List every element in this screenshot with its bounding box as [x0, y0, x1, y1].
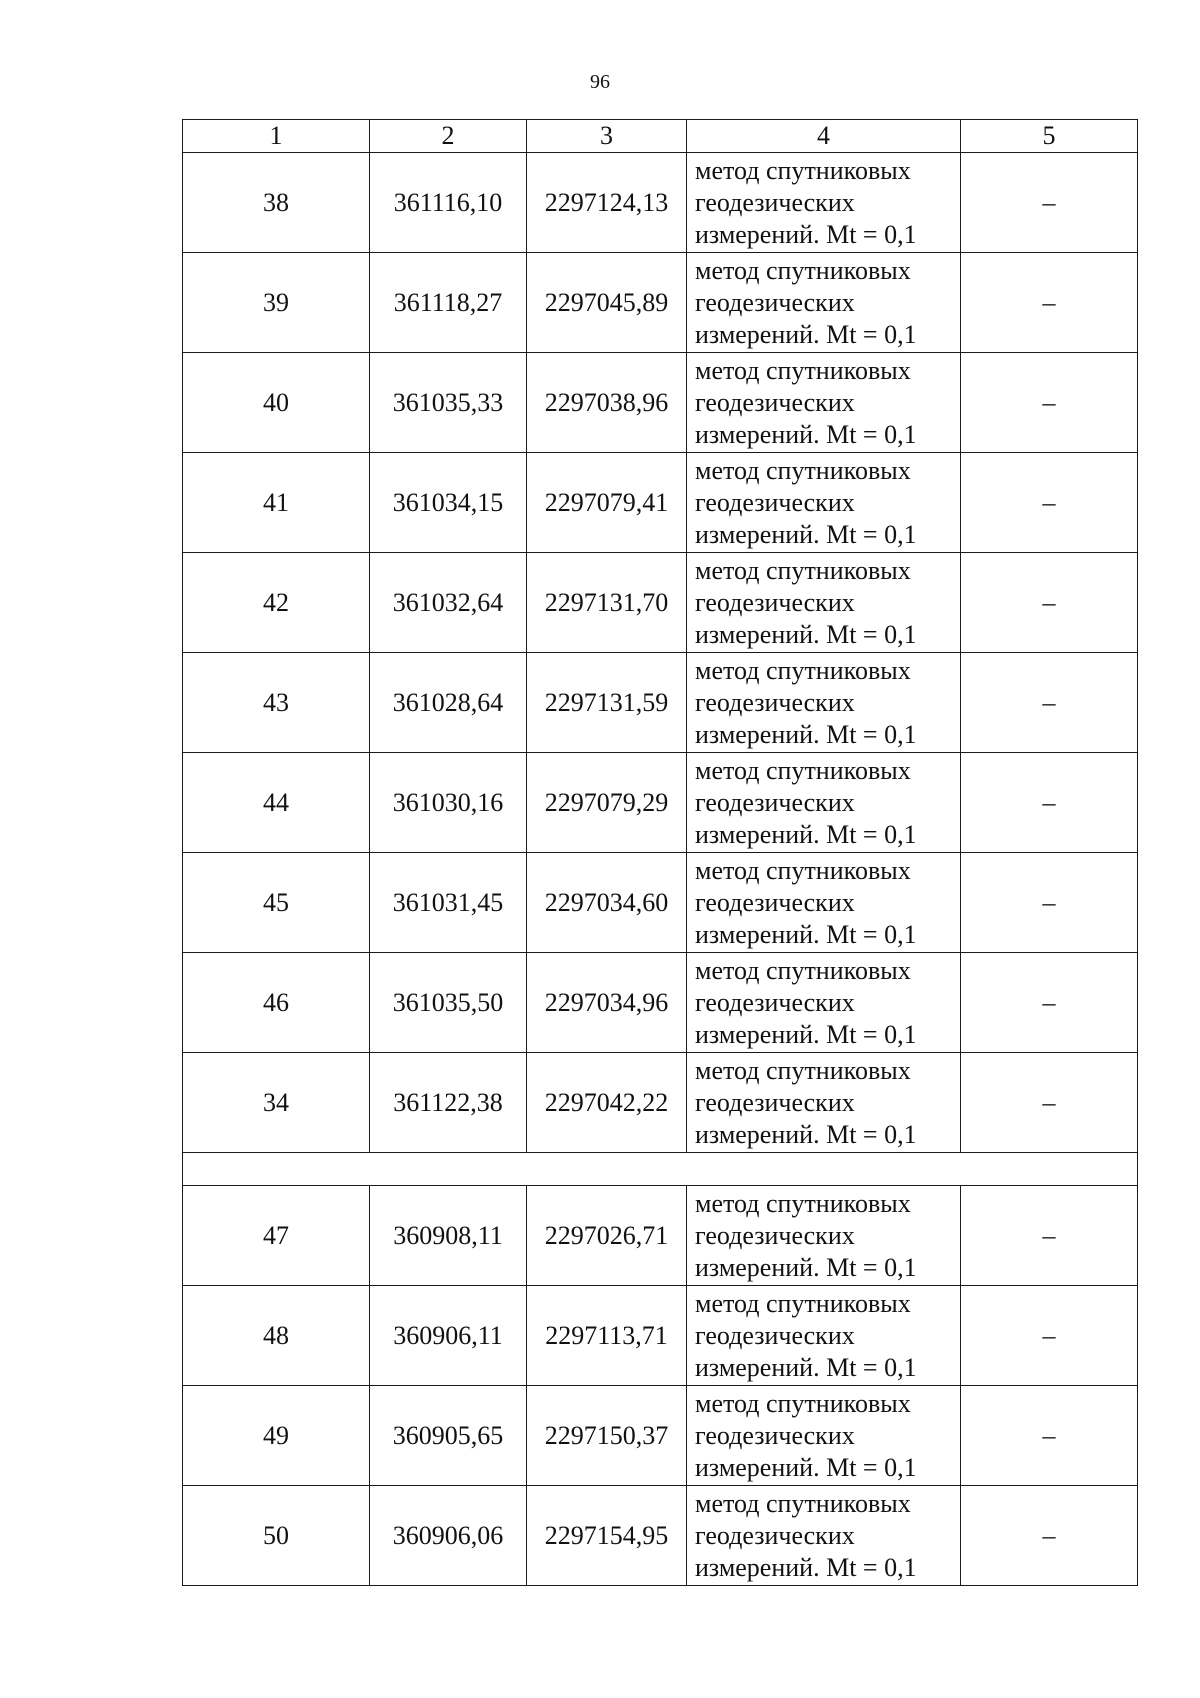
- method-line: метод спутниковых: [695, 755, 911, 785]
- y-coordinate-cell: 2297079,41: [527, 453, 687, 553]
- table-header-row: [183, 120, 1138, 153]
- method-cell: [687, 453, 961, 553]
- method-line: метод спутниковых: [695, 1488, 911, 1518]
- method-line: метод спутниковых: [695, 255, 911, 285]
- note-cell: –: [961, 653, 1138, 753]
- x-coordinate-cell: 360906,06: [370, 1486, 527, 1586]
- table-row: [183, 853, 1138, 953]
- column-header-4: 4: [687, 120, 961, 153]
- column-header-2: 2: [370, 120, 527, 153]
- method-line: метод спутниковых: [695, 1055, 911, 1085]
- method-line: метод спутниковых: [695, 655, 911, 685]
- y-coordinate-cell: 2297113,71: [527, 1286, 687, 1386]
- point-number-cell: 43: [183, 653, 370, 753]
- method-line: геодезических: [695, 387, 855, 417]
- table-row: [183, 653, 1138, 753]
- method-line: измерений. Mt = 0,1: [695, 719, 917, 749]
- method-cell: [687, 1286, 961, 1386]
- point-number-cell: 42: [183, 553, 370, 653]
- y-coordinate-cell: 2297079,29: [527, 753, 687, 853]
- method-line: метод спутниковых: [695, 555, 911, 585]
- point-number-cell: 47: [183, 1186, 370, 1286]
- point-number-cell: 49: [183, 1386, 370, 1486]
- method-line: геодезических: [695, 987, 855, 1017]
- point-number-cell: 45: [183, 853, 370, 953]
- x-coordinate-cell: 360906,11: [370, 1286, 527, 1386]
- point-number-cell: 38: [183, 153, 370, 253]
- x-coordinate-cell: 361031,45: [370, 853, 527, 953]
- method-line: геодезических: [695, 887, 855, 917]
- point-number-cell: 50: [183, 1486, 370, 1586]
- method-line: геодезических: [695, 1320, 855, 1350]
- method-cell: [687, 1053, 961, 1153]
- x-coordinate-cell: 361032,64: [370, 553, 527, 653]
- method-line: геодезических: [695, 1220, 855, 1250]
- table-row: [183, 753, 1138, 853]
- method-line: геодезических: [695, 587, 855, 617]
- method-line: метод спутниковых: [695, 1188, 911, 1218]
- table-row: [183, 1486, 1138, 1586]
- y-coordinate-cell: 2297131,70: [527, 553, 687, 653]
- method-line: геодезических: [695, 287, 855, 317]
- note-cell: –: [961, 253, 1138, 353]
- table-row: [183, 353, 1138, 453]
- method-cell: [687, 953, 961, 1053]
- note-cell: –: [961, 1053, 1138, 1153]
- table-row: [183, 1386, 1138, 1486]
- x-coordinate-cell: 361035,50: [370, 953, 527, 1053]
- method-line: метод спутниковых: [695, 855, 911, 885]
- note-cell: –: [961, 153, 1138, 253]
- y-coordinate-cell: 2297124,13: [527, 153, 687, 253]
- point-number-cell: 46: [183, 953, 370, 1053]
- table-row: [183, 953, 1138, 1053]
- point-number-cell: 40: [183, 353, 370, 453]
- note-cell: –: [961, 453, 1138, 553]
- x-coordinate-cell: 361116,10: [370, 153, 527, 253]
- method-line: измерений. Mt = 0,1: [695, 219, 917, 249]
- coordinates-table: [182, 119, 1138, 1586]
- column-header-3: 3: [527, 120, 687, 153]
- table-row: [183, 553, 1138, 653]
- method-line: геодезических: [695, 687, 855, 717]
- method-line: измерений. Mt = 0,1: [695, 319, 917, 349]
- table-row: [183, 153, 1138, 253]
- y-coordinate-cell: 2297038,96: [527, 353, 687, 453]
- point-number-cell: 41: [183, 453, 370, 553]
- x-coordinate-cell: 361028,64: [370, 653, 527, 753]
- method-line: измерений. Mt = 0,1: [695, 619, 917, 649]
- x-coordinate-cell: 361035,33: [370, 353, 527, 453]
- method-line: измерений. Mt = 0,1: [695, 1019, 917, 1049]
- column-header-1: 1: [183, 120, 370, 153]
- method-cell: [687, 1186, 961, 1286]
- note-cell: –: [961, 1386, 1138, 1486]
- method-cell: [687, 353, 961, 453]
- method-line: метод спутниковых: [695, 1388, 911, 1418]
- table-row: [183, 253, 1138, 353]
- note-cell: –: [961, 1486, 1138, 1586]
- y-coordinate-cell: 2297154,95: [527, 1486, 687, 1586]
- point-number-cell: 44: [183, 753, 370, 853]
- method-line: геодезических: [695, 1420, 855, 1450]
- method-cell: [687, 753, 961, 853]
- method-cell: [687, 1486, 961, 1586]
- y-coordinate-cell: 2297034,60: [527, 853, 687, 953]
- method-line: геодезических: [695, 1520, 855, 1550]
- y-coordinate-cell: 2297045,89: [527, 253, 687, 353]
- method-line: измерений. Mt = 0,1: [695, 1552, 917, 1582]
- method-line: метод спутниковых: [695, 1288, 911, 1318]
- x-coordinate-cell: 361122,38: [370, 1053, 527, 1153]
- separator-cell: [183, 1153, 1138, 1186]
- point-number-cell: 34: [183, 1053, 370, 1153]
- y-coordinate-cell: 2297034,96: [527, 953, 687, 1053]
- note-cell: –: [961, 1286, 1138, 1386]
- method-line: измерений. Mt = 0,1: [695, 519, 917, 549]
- method-cell: [687, 1386, 961, 1486]
- point-number-cell: 48: [183, 1286, 370, 1386]
- method-line: метод спутниковых: [695, 355, 911, 385]
- note-cell: –: [961, 853, 1138, 953]
- note-cell: –: [961, 353, 1138, 453]
- x-coordinate-cell: 360905,65: [370, 1386, 527, 1486]
- method-line: метод спутниковых: [695, 455, 911, 485]
- note-cell: –: [961, 553, 1138, 653]
- table-row: [183, 1053, 1138, 1153]
- note-cell: –: [961, 1186, 1138, 1286]
- y-coordinate-cell: 2297131,59: [527, 653, 687, 753]
- y-coordinate-cell: 2297042,22: [527, 1053, 687, 1153]
- table-row: [183, 453, 1138, 553]
- method-line: геодезических: [695, 187, 855, 217]
- method-cell: [687, 853, 961, 953]
- note-cell: –: [961, 953, 1138, 1053]
- x-coordinate-cell: 360908,11: [370, 1186, 527, 1286]
- method-cell: [687, 253, 961, 353]
- method-line: метод спутниковых: [695, 155, 911, 185]
- y-coordinate-cell: 2297026,71: [527, 1186, 687, 1286]
- method-line: измерений. Mt = 0,1: [695, 919, 917, 949]
- x-coordinate-cell: 361034,15: [370, 453, 527, 553]
- x-coordinate-cell: 361030,16: [370, 753, 527, 853]
- method-line: геодезических: [695, 787, 855, 817]
- method-line: измерений. Mt = 0,1: [695, 1352, 917, 1382]
- method-cell: [687, 653, 961, 753]
- column-header-5: 5: [961, 120, 1138, 153]
- method-line: метод спутниковых: [695, 955, 911, 985]
- method-line: геодезических: [695, 1087, 855, 1117]
- table-row: [183, 1186, 1138, 1286]
- table-separator-row: [183, 1153, 1138, 1186]
- note-cell: –: [961, 753, 1138, 853]
- method-cell: [687, 553, 961, 653]
- method-line: геодезических: [695, 487, 855, 517]
- method-cell: [687, 153, 961, 253]
- method-line: измерений. Mt = 0,1: [695, 1119, 917, 1149]
- method-line: измерений. Mt = 0,1: [695, 419, 917, 449]
- point-number-cell: 39: [183, 253, 370, 353]
- table-row: [183, 1286, 1138, 1386]
- method-line: измерений. Mt = 0,1: [695, 1252, 917, 1282]
- coordinates-table-body: [183, 120, 1138, 1586]
- method-line: измерений. Mt = 0,1: [695, 819, 917, 849]
- method-line: измерений. Mt = 0,1: [695, 1452, 917, 1482]
- page-number: 96: [590, 71, 610, 93]
- x-coordinate-cell: 361118,27: [370, 253, 527, 353]
- y-coordinate-cell: 2297150,37: [527, 1386, 687, 1486]
